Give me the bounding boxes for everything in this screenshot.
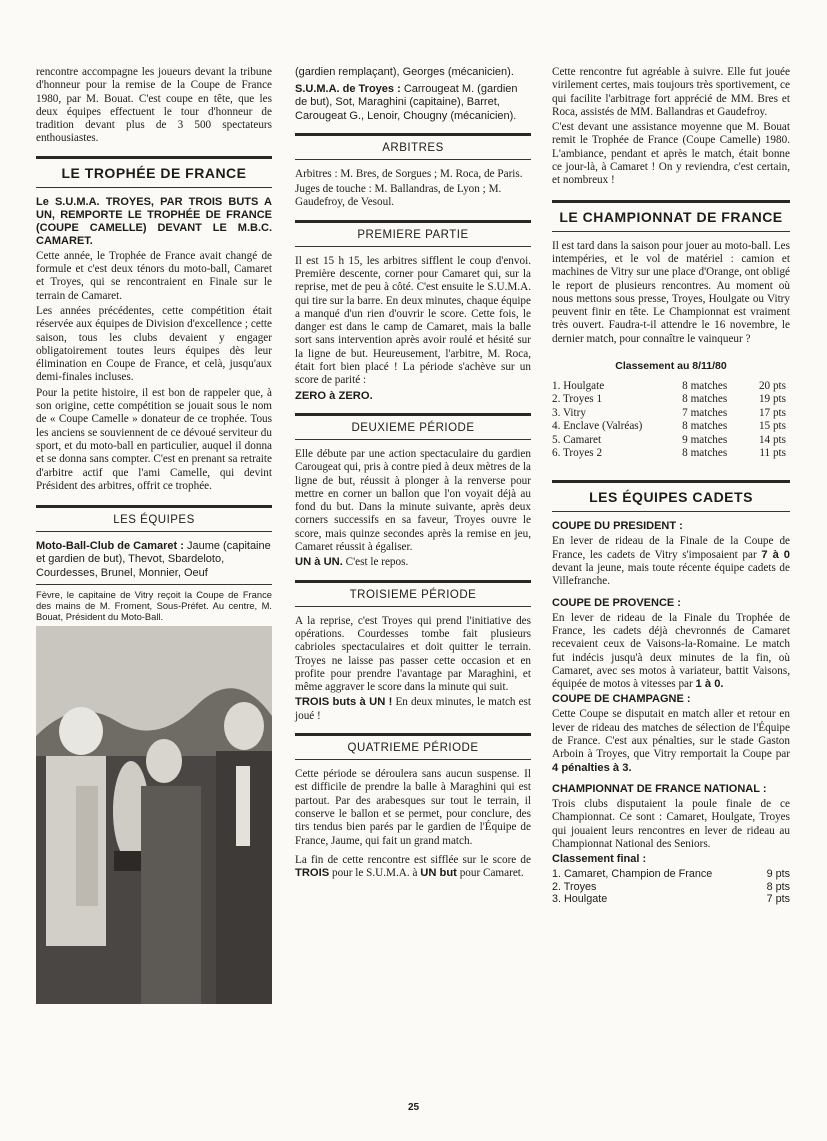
national-championship-text: Trois clubs disputaient la poule finale de ce Championnat. Ce sont : Camaret, Houlgate, Troyes qui jouaient leurs rencontres en lever de rideau au Championnat National des Seniors. (552, 797, 790, 850)
championship-text: Il est tard dans la saison pour jouer au moto-ball. Les intempéries, et le vol de matériel : camion et machines de Vitry sur une place d'Orange, ont obligé le report de plusieurs rencontres. Au moment où nous mettons sous presse, Troyes, Houlgate ou Vitry peuvent finir en tête. Le Championnat est vraiment très ouvert. Faudra-t-il attendre le 16 novembre, le dernier match, pour connaître le vainqueur ? (552, 239, 790, 345)
second-period-text: Elle débute par une action spectaculaire du gardien Carougeat qui, pris à contre pied à deux mètres de la ligne de but, réussit à plonger à la renverse pour mettre en corner un ballon que l'on voyait déjà au fond du but. Dans la minute suivante, après deux corners successifs en sa faveur, Troyes ouvre le score, mais quinze secondes après la remise en jeu, Camaret réussit à égaliser. (295, 447, 531, 554)
fourth-period-header (295, 733, 531, 760)
second-period-header (295, 413, 531, 440)
ranking-pts: 14 pts (758, 433, 786, 446)
ranking-table (552, 380, 786, 460)
final-ranking-row (552, 868, 790, 881)
ranking-team: 5. Camaret (552, 433, 602, 446)
camaret-team-continued: (gardien remplaçant), Georges (mécanicien). (295, 66, 514, 78)
ranking-matches: 8 matches (682, 393, 728, 406)
second-period-score-line (295, 556, 531, 569)
arbitres-paragraph-2: Juges de touche : M. Ballandras, de Lyon ; M. Gaudefroy, de Vesoul. (295, 183, 502, 209)
column-3 (552, 66, 790, 906)
fourth-period-text: Cette période se déroulera sans aucun suspense. Il est difficile de prendre la balle à Maraghini qui est partout. Par des arabesques sur tout le terrain, il conserve le ballon et se permet, pour conclure, des tirs tendus bien parés par le gardien de l'Équipe de France, Jaume, qui fait un grand match. (295, 768, 531, 847)
column-1 (36, 66, 272, 1004)
president-text-b: devant la jeune, mais toute récente équipe cadets de Villefranche. (552, 562, 790, 588)
ranking-row (552, 380, 786, 393)
trophy-lead: Le S.U.M.A. TROYES, PAR TROIS BUTS A UN, REMPORTE LE TROPHÉE DE FRANCE (COUPE CAMELLE) DEVANT LE M.B.C. CAMARET. (36, 195, 272, 247)
first-period-score: ZERO à ZERO. (295, 389, 373, 402)
column-2 (295, 66, 531, 882)
ranking-pts: 11 pts (759, 447, 786, 460)
third-period-text: A la reprise, c'est Troyes qui prend l'initiative des opérations. Courdesses tombe fait plusieurs cabrioles spectaculaires et doit quitter le terrain. Troyes ne laisse pas passer cette occasion et en profite pour prendre l'avantage par Maraghini, et même aggraver le score dans la minute qui suit. (295, 614, 531, 694)
second-period-end: C'est le repos. (342, 556, 409, 569)
final-ranking-row (552, 893, 790, 906)
national-championship-heading: CHAMPIONNAT DE FRANCE NATIONAL : (552, 782, 767, 795)
photo-caption: Fèvre, le capitaine de Vitry reçoit la Coupe de France des mains de M. Froment, Sous-Préfet. Au centre, M. Bouat, Président du Moto-Ball. (36, 588, 272, 622)
ranking-matches: 7 matches (682, 406, 728, 419)
final-text-a: La fin de cette rencontre est sifflée sur le score de (295, 853, 531, 866)
final-text-c: pour Camaret. (456, 867, 524, 880)
third-period-score: TROIS buts à UN ! (295, 696, 393, 709)
final-ranking-row (552, 881, 790, 894)
troyes-team-players: Carrougeat M. (gardien de but), Sot, Maraghini (capitaine), Barret, Carougeat G., Lenoir, Chougny (mécanicien). (295, 83, 518, 122)
final-text-b: pour le S.U.M.A. à (329, 867, 421, 880)
intro-paragraph: rencontre accompagne les joueurs devant la tribune d'honneur pour la remise de la Coupe de France 1980, par M. Bouat. C'est coupe en tête, que les deux équipes effectuent le tour d'honneur de tradition devant plus de 3 500 spectateurs enthousiastes. (36, 66, 272, 145)
champagne-text: Cette Coupe se disputait en match aller et retour en lever de rideau des matches de sélection de l'Équipe de France. C'est aux pénalties, sur le stade Gaston Arboin à Troyes, que Vitry remportait la Coupe par (552, 708, 790, 761)
final-ranking-heading: Classement final : (552, 853, 647, 866)
provence-score: 1 à 0. (695, 678, 724, 691)
championship-heading: LE CHAMPIONNAT DE FRANCE (559, 208, 783, 225)
page-number: 25 (407, 1102, 420, 1113)
arbitres-paragraph-1: Arbitres : M. Bres, de Sorgues ; M. Roca, de Paris. (295, 167, 523, 180)
arbitres-heading: ARBITRES (382, 141, 444, 154)
third-period-heading: TROISIEME PÉRIODE (349, 588, 477, 601)
camaret-team-players: Jaume (capitaine et gardien de but), Thevot, Sbardeloto, Courdesses, Brunel, Monnier, Oeuf (36, 540, 271, 579)
ranking-pts: 20 pts (758, 380, 786, 393)
trophy-paragraph-2: Les années précédentes, cette compétition était réservée aux équipes de Division d'excellence ; cette saison, tous les clubs devaient y engager obligatoirement toutes leurs équipes dès leur élimination en Coupe de France, et celà, jusqu'aux demi-finales incluses. (36, 304, 272, 384)
second-period-score: UN à UN. (295, 556, 343, 569)
ranking-team: 2. Troyes 1 (552, 393, 603, 406)
champagne-cup-text (552, 708, 790, 774)
troyes-team-name: S.U.M.A. de Troyes : (295, 83, 401, 96)
final-ranking-list (552, 868, 790, 906)
third-period-end: En deux minutes, le match est joué ! (295, 696, 532, 722)
provence-cup-heading: COUPE DE PROVENCE : (552, 596, 681, 609)
ranking-team: 1. Houlgate (552, 380, 605, 393)
ranking-team: 6. Troyes 2 (552, 447, 603, 460)
final-ranking-team: 2. Troyes (552, 880, 597, 893)
trophy-paragraph-3: Pour la petite histoire, il est bon de rappeler que, à son origine, cette compétition se jouait sous le nom de « Coupe Camelle » donateur de ce trophée. Tous les anciens se souviennent de ce dévoué serviteur du sport, et du moto-ball en particulier, auquel il donna et se donna sans compter. C'est en prenant sa retraite d'arbitre actif que l'ami Camelle, qui devint Président des arbitres, offrit ce trophée. (36, 386, 272, 492)
trophy-presentation-photo (36, 626, 272, 1004)
ranking-row (552, 434, 786, 447)
president-cup-text (552, 535, 790, 588)
first-period-text: Il est 15 h 15, les arbitres sifflent le coup d'envoi. Première descente, corner pour Camaret qui, sur la reprise, met de peu à côté. C'est ensuite le S.U.M.A. qui tire sur la barre. En deux minutes, chaque équipe a manqué d'un rien d'ouvrir le score. Cette fois, le danger est dans le camp de Camaret, mais la balle sort sans intervention après avoir roulé et hésité sur la ligne de but. Heureusement, l'arbitre, M. Roca, était fort bien placé ! La période s'achève sur un score de parité : (295, 254, 531, 387)
teams-heading: LES ÉQUIPES (113, 514, 195, 527)
cadets-heading: LES ÉQUIPES CADETS (589, 489, 753, 506)
first-period-header (295, 220, 531, 247)
championship-section-header (552, 200, 790, 232)
provence-text: En lever de rideau de la Finale du Trophée de France, les cadets déjà chevronnés de Camaret recevaient ceux de Vaisons-la-Romaine. Le match fut indécis jusqu'à deux minutes de la fin, où Camaret, avec ses motos à variateur, battit Vaisons, équipée de motos à vitesses par (552, 611, 790, 691)
trophy-heading: LE TROPHÉE DE FRANCE (61, 164, 247, 181)
ranking-row (552, 420, 786, 433)
ranking-matches: 8 matches (682, 380, 728, 393)
fourth-period-heading: QUATRIEME PÉRIODE (347, 742, 479, 755)
second-period-heading: DEUXIEME PÉRIODE (351, 421, 475, 434)
ranking-pts: 19 pts (758, 393, 786, 406)
col3-intro-paragraph-2: C'est devant une assistance moyenne que M. Bouat remit le Trophée de France (Coupe Camelle) 1980. L'ambiance, pendant et après le match, était bonne ce jour-là, à Camaret ! On y reviendra, c'est certain, et nombreux ! (552, 121, 790, 187)
col3-intro-paragraph-1: Cette rencontre fut agréable à suivre. Elle fut jouée virilement certes, mais toujours très sportivement, ce qui facilite l'arbitrage fort apprécié de MM. Bres et Roca, assistés de MM. Ballandras et Gaudefroy. (552, 66, 790, 118)
trophy-section-header (36, 156, 272, 188)
final-ranking-pts: 8 pts (766, 880, 790, 893)
ranking-row (552, 407, 786, 420)
arbitres-section-header (295, 133, 531, 160)
ranking-row (552, 393, 786, 406)
ranking-matches: 9 matches (682, 433, 728, 446)
camaret-team-name: Moto-Ball-Club de Camaret : (36, 540, 184, 553)
third-period-header (295, 580, 531, 607)
ranking-matches: 8 matches (682, 420, 728, 433)
ranking-pts: 17 pts (758, 406, 786, 419)
president-text-a: En lever de rideau de la Finale de la Coupe de France, les cadets de Vitry s'imposaient par (552, 535, 790, 561)
ranking-team: 3. Vitry (552, 406, 586, 419)
fourth-period-final-line (295, 854, 531, 881)
camaret-team (36, 540, 272, 580)
champagne-score: 4 pénalties à 3. (552, 761, 632, 774)
president-cup-heading: COUPE DU PRESIDENT : (552, 520, 683, 533)
final-ranking-pts: 7 pts (766, 893, 790, 906)
final-ranking-team: 3. Houlgate (552, 893, 608, 906)
final-ranking-team: 1. Camaret, Champion de France (552, 868, 713, 881)
ranking-matches: 8 matches (682, 447, 728, 460)
ranking-title: Classement au 8/11/80 (615, 360, 727, 373)
ranking-row (552, 447, 786, 460)
champagne-cup-heading: COUPE DE CHAMPAGNE : (552, 693, 691, 706)
president-score: 7 à 0 (761, 548, 790, 561)
ranking-pts: 15 pts (758, 420, 786, 433)
final-ranking-pts: 9 pts (766, 868, 790, 881)
provence-cup-text (552, 612, 790, 692)
first-period-heading: PREMIERE PARTIE (357, 228, 469, 241)
final-score-camaret: UN but (420, 867, 457, 880)
third-period-score-line (295, 696, 531, 723)
trophy-paragraph-1: Cette année, le Trophée de France avait changé de formule et c'est deux ténors du moto-ball, Camaret et Troyes, qui se rencontraient en Finale sur le terrain de Camaret. (36, 249, 272, 302)
teams-section-header (36, 505, 272, 532)
final-score-troyes: TROIS (295, 867, 330, 880)
cadets-section-header (552, 480, 790, 512)
ranking-team: 4. Enclave (Valréas) (552, 420, 643, 433)
troyes-team (295, 83, 531, 123)
